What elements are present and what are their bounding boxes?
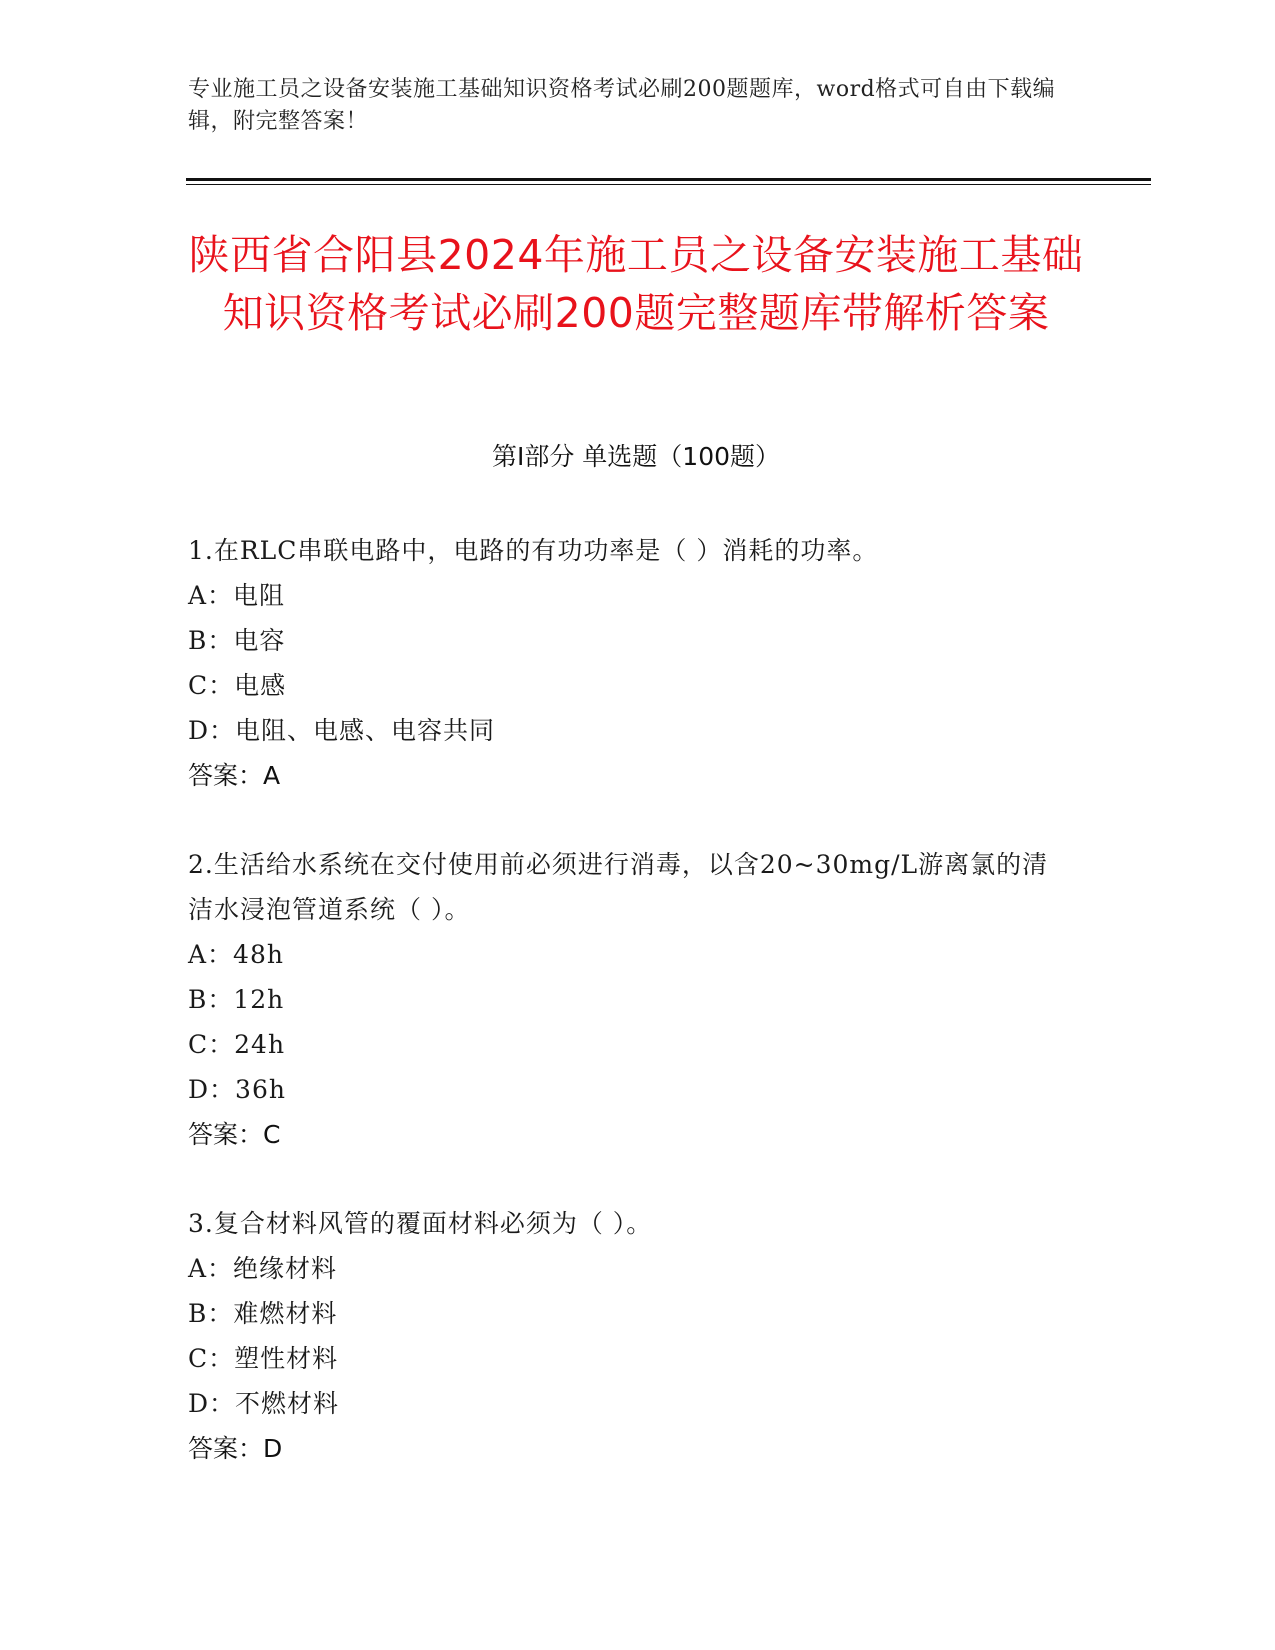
option-a: A：48h (188, 940, 284, 969)
header-rule-thin (186, 184, 1151, 185)
option-d: D：不燃材料 (188, 1389, 340, 1418)
section-heading: 第Ⅰ部分 单选题（100题） (491, 442, 781, 471)
question-2 (188, 842, 1068, 1157)
option-c: C：24h (188, 1030, 286, 1059)
document-title: 陕西省合阳县2024年施工员之设备安装施工基础知识资格考试必刷200题完整题库带解析答案 (188, 231, 1084, 337)
option-a: A：电阻 (188, 581, 286, 610)
answer: 答案：C (188, 1120, 281, 1149)
option-a: A：绝缘材料 (188, 1254, 338, 1283)
question-1 (188, 528, 1068, 798)
question-3 (188, 1201, 1068, 1471)
question-list (188, 528, 1068, 1515)
option-b: B：难燃材料 (188, 1299, 338, 1328)
answer: 答案：D (188, 1434, 283, 1463)
option-c: C：塑性材料 (188, 1344, 339, 1373)
question-stem: 2.生活给水系统在交付使用前必须进行消毒，以含20~30mg/L游离氯的清洁水浸泡管道系统（ ）。 (188, 850, 1049, 924)
option-d: D：36h (188, 1075, 286, 1104)
header-rule-thick (186, 178, 1151, 181)
option-b: B：12h (188, 985, 285, 1014)
option-c: C：电感 (188, 671, 287, 700)
answer: 答案：A (188, 761, 281, 790)
option-d: D：电阻、电感、电容共同 (188, 716, 496, 745)
question-stem: 3.复合材料风管的覆面材料必须为（ ）。 (188, 1209, 653, 1238)
option-b: B：电容 (188, 626, 286, 655)
question-stem: 1.在RLC串联电路中，电路的有功功率是（ ）消耗的功率。 (188, 536, 879, 565)
header-note: 专业施工员之设备安装施工基础知识资格考试必刷200题题库，word格式可自由下载编辑，附完整答案！ (188, 77, 1056, 134)
